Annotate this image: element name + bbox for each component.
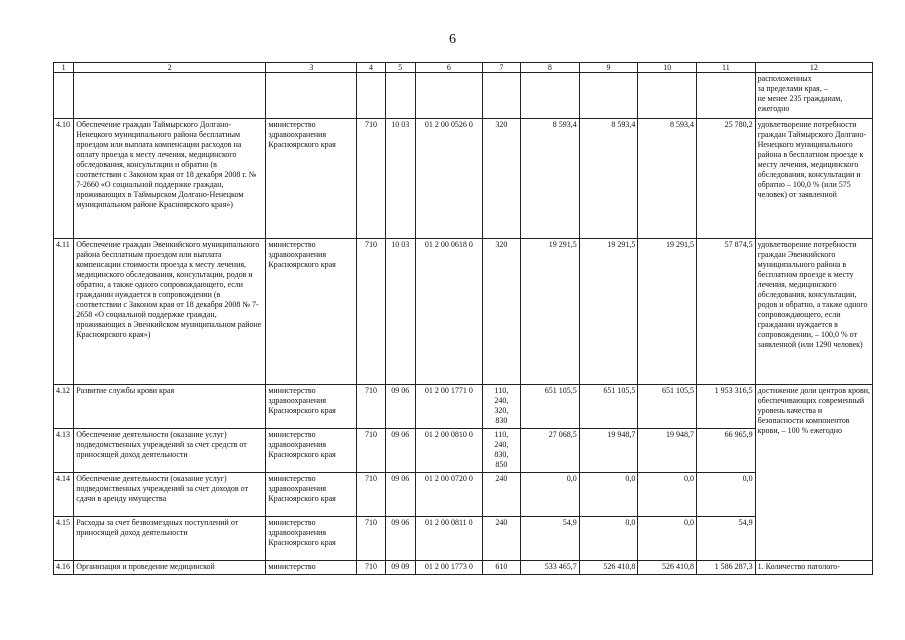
- page-number: 6: [449, 32, 456, 47]
- year2-amount: 0,0: [579, 517, 638, 561]
- total-amount: 1 586 287,3: [697, 561, 756, 575]
- expected-result: достижение доли центров крови, обеспечивающих современный уровень качества и безопасности компонентов крови, – 100 % ежегодно: [755, 385, 872, 561]
- year1-amount: 0,0: [521, 473, 580, 517]
- row-number: 4.10: [54, 119, 74, 239]
- agency-name: министерство здравоохранения Красноярского края: [266, 119, 357, 239]
- column-number: 7: [482, 63, 520, 73]
- grbs-code: 710: [357, 385, 385, 429]
- year3-amount: 0,0: [638, 517, 697, 561]
- row-number: 4.11: [54, 239, 74, 385]
- grbs-code: 710: [357, 239, 385, 385]
- activity-name: Обеспечение граждан Таймырского Долгано-Ненецкого муниципального района бесплатным проездом или выплата компенсации расходов на оплату проезда к месту лечения, медицинского обследования, консультации и обратно (в соответствии с Законом края от 18 декабря 2008 г. № 7-2660 «О социальной поддержке граждан, проживающих в Таймырском Долгано-Ненецком муниципальном районе Красноярского края»): [74, 119, 266, 239]
- year2-amount: 8 593,4: [579, 119, 638, 239]
- column-number: 10: [638, 63, 697, 73]
- year2-amount: 19 291,5: [579, 239, 638, 385]
- rzpr-code: 09 06: [385, 385, 415, 429]
- table-row: [54, 239, 873, 385]
- column-number: 1: [54, 63, 74, 73]
- vr-code: 320: [482, 239, 520, 385]
- activity-name: Расходы за счет безвозмездных поступлений от приносящей доход деятельности: [74, 517, 266, 561]
- column-number: 8: [521, 63, 580, 73]
- year2-amount: 19 948,7: [579, 429, 638, 473]
- year1-amount: 27 068,5: [521, 429, 580, 473]
- year3-amount: 8 593,4: [638, 119, 697, 239]
- grbs-code: 710: [357, 561, 385, 575]
- csr-code: 01 2 00 0526 0: [415, 119, 482, 239]
- row-number: 4.15: [54, 517, 74, 561]
- table-row: [54, 473, 873, 517]
- column-number: 5: [385, 63, 415, 73]
- rzpr-code: 09 09: [385, 561, 415, 575]
- rzpr-code: 09 06: [385, 473, 415, 517]
- vr-code: 320: [482, 119, 520, 239]
- year2-amount: 526 410,8: [579, 561, 638, 575]
- activity-name: Организация и проведение медицинской: [74, 561, 266, 575]
- agency-name: министерство здравоохранения Красноярского края: [266, 239, 357, 385]
- vr-code: 610: [482, 561, 520, 575]
- vr-code: 110, 240, 830, 850: [482, 429, 520, 473]
- column-number: 4: [357, 63, 385, 73]
- carry-over-row: [54, 73, 873, 119]
- grbs-code: 710: [357, 119, 385, 239]
- year3-amount: 0,0: [638, 473, 697, 517]
- agency-name: министерство: [266, 561, 357, 575]
- table-row: [54, 119, 873, 239]
- activity-name: Обеспечение деятельности (оказание услуг) подведомственных учреждений за счет средств от приносящей доход деятельности: [74, 429, 266, 473]
- agency-name: министерство здравоохранения Красноярского края: [266, 385, 357, 429]
- csr-code: 01 2 00 0720 0: [415, 473, 482, 517]
- column-number: 6: [415, 63, 482, 73]
- vr-code: 240: [482, 517, 520, 561]
- grbs-code: 710: [357, 429, 385, 473]
- agency-name: министерство здравоохранения Красноярского края: [266, 473, 357, 517]
- year3-amount: 19 948,7: [638, 429, 697, 473]
- year2-amount: 651 105,5: [579, 385, 638, 429]
- table-row: [54, 517, 873, 561]
- column-number: 2: [74, 63, 266, 73]
- expected-result: удовлетворение потребности граждан Эвенкийского муниципального района в бесплатном проезде к месту лечения, медицинского обследования, консультации, родов и обратно, а также одного сопровождающего, если гражданин нуждается в сопровождении, – 100,0 % от заявленной (или 1290 человек): [755, 239, 872, 385]
- total-amount: 1 953 316,5: [697, 385, 756, 429]
- table-row: [54, 429, 873, 473]
- year2-amount: 0,0: [579, 473, 638, 517]
- total-amount: 25 780,2: [697, 119, 756, 239]
- activity-name: Обеспечение граждан Эвенкийского муниципального района бесплатным проездом или выплата компенсации стоимости проезда к месту лечения, медицинского обследования, консультации, родов и обратно, а также одного сопровождающего, если гражданин нуждается в сопровождении (в соответствии с Законом края от 18 декабря 2008 № 7-2658 «О социальной поддержке граждан, проживающих в Эвенкийском муниципальном районе Красноярского края»): [74, 239, 266, 385]
- vr-code: 240: [482, 473, 520, 517]
- agency-name: министерство здравоохранения Красноярского края: [266, 517, 357, 561]
- total-amount: 0,0: [697, 473, 756, 517]
- carry-over-result: расположенных за пределами края, – не менее 235 гражданам, ежегодно: [755, 73, 872, 119]
- total-amount: 66 965,9: [697, 429, 756, 473]
- rzpr-code: 10 03: [385, 119, 415, 239]
- csr-code: 01 2 00 0810 0: [415, 429, 482, 473]
- csr-code: 01 2 00 1771 0: [415, 385, 482, 429]
- year3-amount: 526 410,8: [638, 561, 697, 575]
- csr-code: 01 2 00 1773 0: [415, 561, 482, 575]
- year3-amount: 651 105,5: [638, 385, 697, 429]
- column-number: 11: [697, 63, 756, 73]
- rzpr-code: 10 03: [385, 239, 415, 385]
- column-number: 3: [266, 63, 357, 73]
- column-number: 12: [755, 63, 872, 73]
- year1-amount: 533 465,7: [521, 561, 580, 575]
- year1-amount: 19 291,5: [521, 239, 580, 385]
- table-row: [54, 385, 873, 429]
- grbs-code: 710: [357, 473, 385, 517]
- grbs-code: 710: [357, 517, 385, 561]
- year1-amount: 651 105,5: [521, 385, 580, 429]
- activity-name: Развитие службы крови края: [74, 385, 266, 429]
- rzpr-code: 09 06: [385, 429, 415, 473]
- csr-code: 01 2 00 0618 0: [415, 239, 482, 385]
- csr-code: 01 2 00 0811 0: [415, 517, 482, 561]
- rzpr-code: 09 06: [385, 517, 415, 561]
- total-amount: 57 874,5: [697, 239, 756, 385]
- row-number: 4.13: [54, 429, 74, 473]
- year1-amount: 8 593,4: [521, 119, 580, 239]
- row-number: 4.16: [54, 561, 74, 575]
- row-number: 4.12: [54, 385, 74, 429]
- total-amount: 54,9: [697, 517, 756, 561]
- year3-amount: 19 291,5: [638, 239, 697, 385]
- row-number: 4.14: [54, 473, 74, 517]
- table-row: [54, 561, 873, 575]
- activity-name: Обеспечение деятельности (оказание услуг) подведомственных учреждений за счет доходов от сдачи в аренду имущества: [74, 473, 266, 517]
- vr-code: 110, 240, 320, 830: [482, 385, 520, 429]
- expected-result: удовлетворение потребности граждан Таймырского Долгано-Ненецкого муниципального района в бесплатном проезде к месту лечения, медицинского обследования, консультации и обратно – 100,0 % (или 575 человек) от заявленной: [755, 119, 872, 239]
- agency-name: министерство здравоохранения Красноярского края: [266, 429, 357, 473]
- expected-result: 1. Количество патолого-: [755, 561, 872, 575]
- column-number: 9: [579, 63, 638, 73]
- column-number-row: [54, 63, 873, 73]
- year1-amount: 54,9: [521, 517, 580, 561]
- program-activities-table: [53, 62, 873, 575]
